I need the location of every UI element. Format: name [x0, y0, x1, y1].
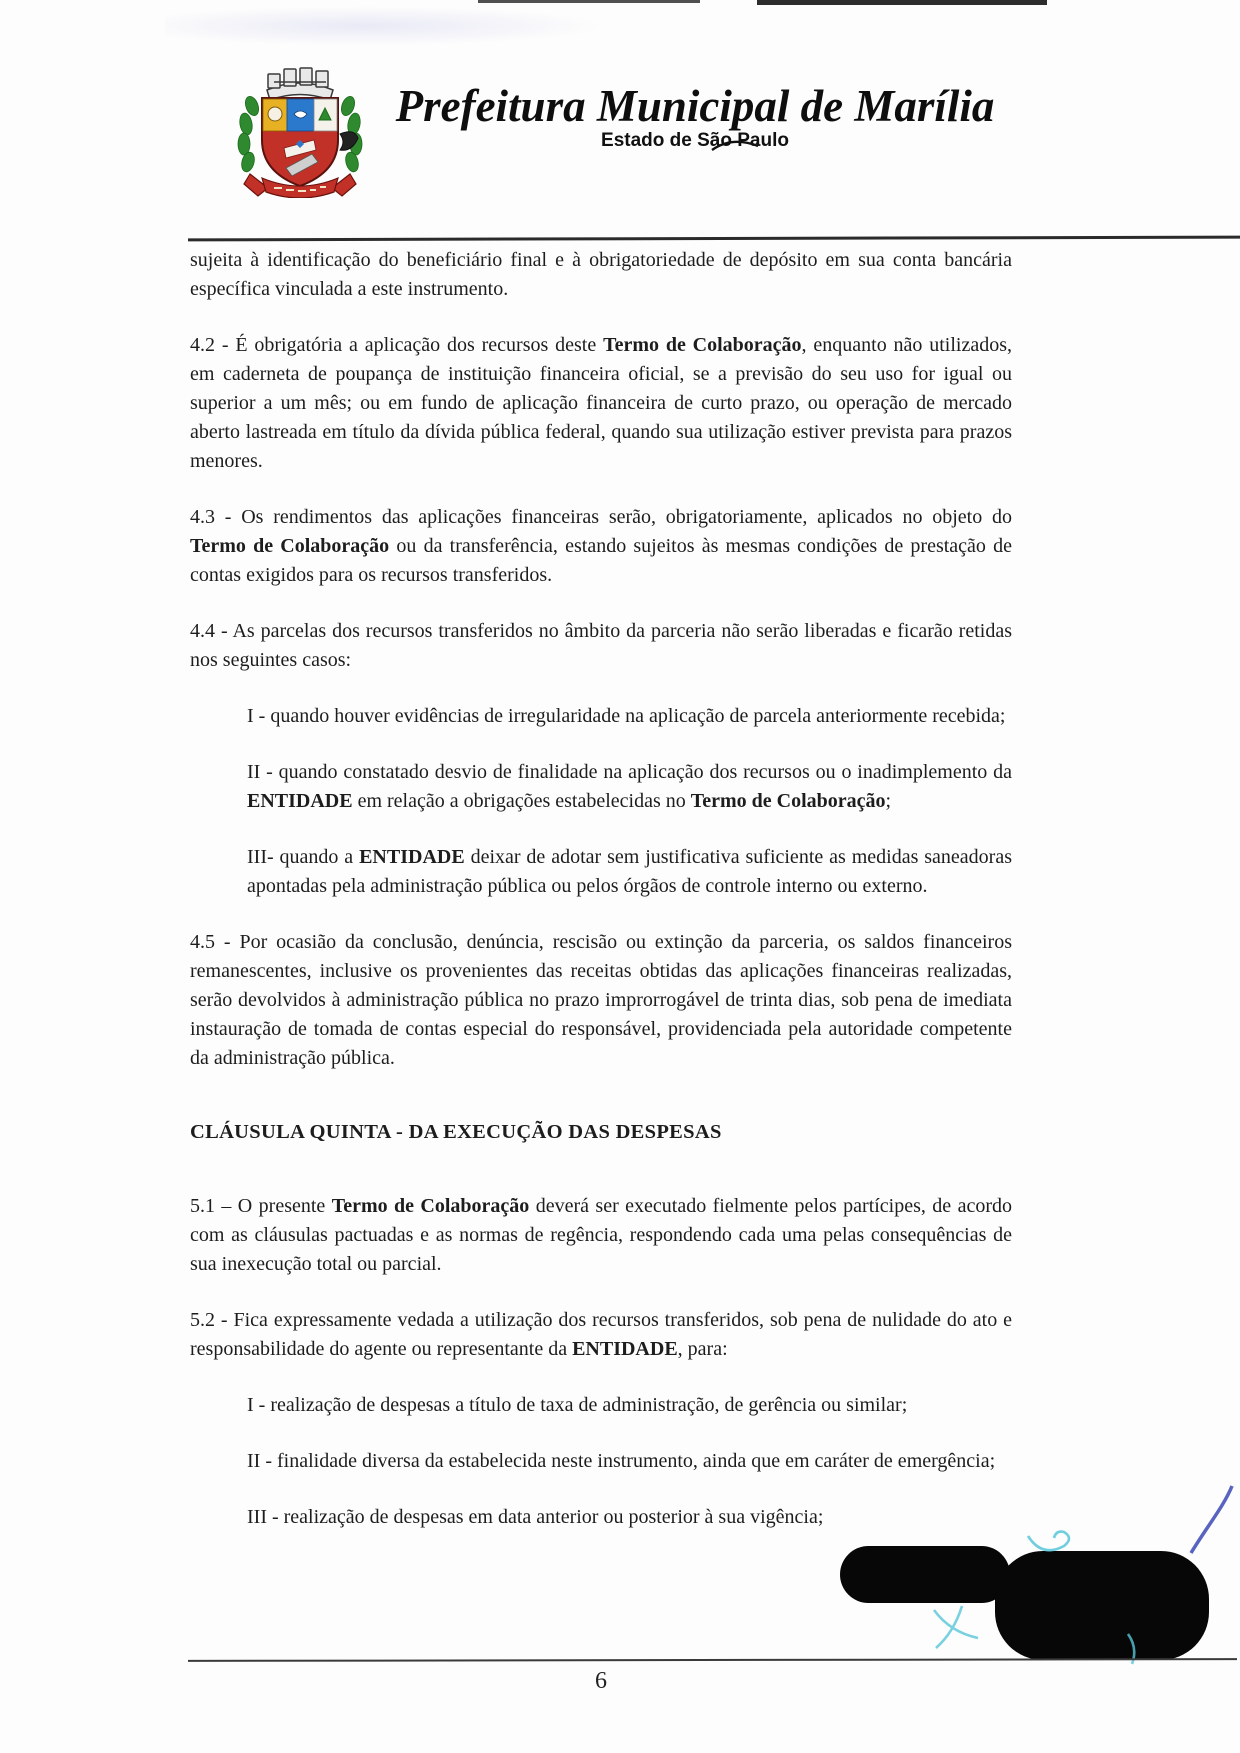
paragraph: I - realização de despesas a título de taxa de administração, de gerência ou similar; — [247, 1394, 908, 1416]
paragraph: 5.1 – O presente Termo de Colaboração deverá ser executado fielmente pelos partícipes, de acordo com as cláusulas pactuadas e as normas de regência, respondendo cada uma pelas consequências de sua inexecução total ou parcial. — [190, 1195, 1012, 1275]
scan-artifact-top — [757, 0, 1047, 5]
paragraph: sujeita à identificação do beneficiário final e à obrigatoriedade de depósito em sua conta bancária específica vinculada a este instrumento. — [190, 249, 1012, 300]
scan-artifact-top — [478, 0, 700, 3]
paragraph: 4.3 - Os rendimentos das aplicações financeiras serão, obrigatoriamente, aplicados no objeto do Termo de Colaboração ou da transferência, estando sujeitos às mesmas condições de prestação de contas exigidos para os recursos transferidos. — [190, 506, 1013, 586]
paragraph: III - realização de despesas em data anterior ou posterior à sua vigência; — [247, 1506, 824, 1528]
paragraph: 4.5 - Por ocasião da conclusão, denúncia, rescisão ou extinção da parceria, os saldos financeiros remanescentes, inclusive os provenientes das receitas obtidas das aplicações financeiras realizadas, serão devolvidos à administração pública no prazo improrrogável de trinta dias, sob pena de imediata instauração de tomada de contas especial do responsável, providenciada pela autoridade competente da administração pública. — [190, 931, 1012, 1069]
header-divider — [188, 236, 1240, 242]
paragraph: III- quando a ENTIDADE deixar de adotar sem justificativa suficiente as medidas saneadoras apontadas pela administração pública ou pelos órgãos de controle interno ou externo. — [247, 846, 1012, 897]
page-number: 6 — [595, 1668, 607, 1694]
redaction-block — [840, 1546, 1010, 1603]
document-body — [190, 246, 1012, 1559]
paragraph: 4.2 - É obrigatória a aplicação dos recursos deste Termo de Colaboração, enquanto não utilizados, em caderneta de poupança de instituição financeira oficial, se a previsão do seu uso for igual ou superior a um mês; ou em fundo de aplicação financeira de curto prazo, ou operação de mercado aberto lastreada em título da dívida pública federal, quando sua utilização estiver prevista para prazos menores. — [190, 334, 1013, 472]
letterhead-text — [300, 80, 1090, 152]
page-title: Prefeitura Municipal de Marília — [395, 81, 995, 131]
paragraph: II - quando constatado desvio de finalidade na aplicação dos recursos ou o inadimplemento da ENTIDADE em relação a obrigações estabelecidas no Termo de Colaboração; — [247, 761, 1012, 812]
paragraph: II - finalidade diversa da estabelecida neste instrumento, ainda que em caráter de emergência; — [247, 1450, 996, 1472]
redaction-block — [995, 1551, 1209, 1660]
paragraph: I - quando houver evidências de irregularidade na aplicação de parcela anteriormente recebida; — [247, 705, 1006, 727]
letterhead-subtitle: Estado de São Paulo — [601, 130, 789, 151]
teal-pen-mark — [1028, 1532, 1069, 1551]
paragraph: 5.2 - Fica expressamente vedada a utilização dos recursos transferidos, sob pena de nulidade do ato e responsabilidade do agente ou representante da ENTIDADE, para: — [190, 1309, 1012, 1360]
paragraph: 4.4 - As parcelas dos recursos transferidos no âmbito da parceria não serão liberadas e ficarão retidas nos seguintes casos: — [190, 620, 1012, 671]
scan-smudge — [165, 6, 605, 46]
footer-divider — [188, 1658, 1237, 1662]
teal-pen-mark — [934, 1606, 978, 1648]
clause-heading: CLÁUSULA QUINTA - DA EXECUÇÃO DAS DESPESAS — [190, 1121, 722, 1143]
blue-pen-stroke — [1191, 1486, 1232, 1553]
